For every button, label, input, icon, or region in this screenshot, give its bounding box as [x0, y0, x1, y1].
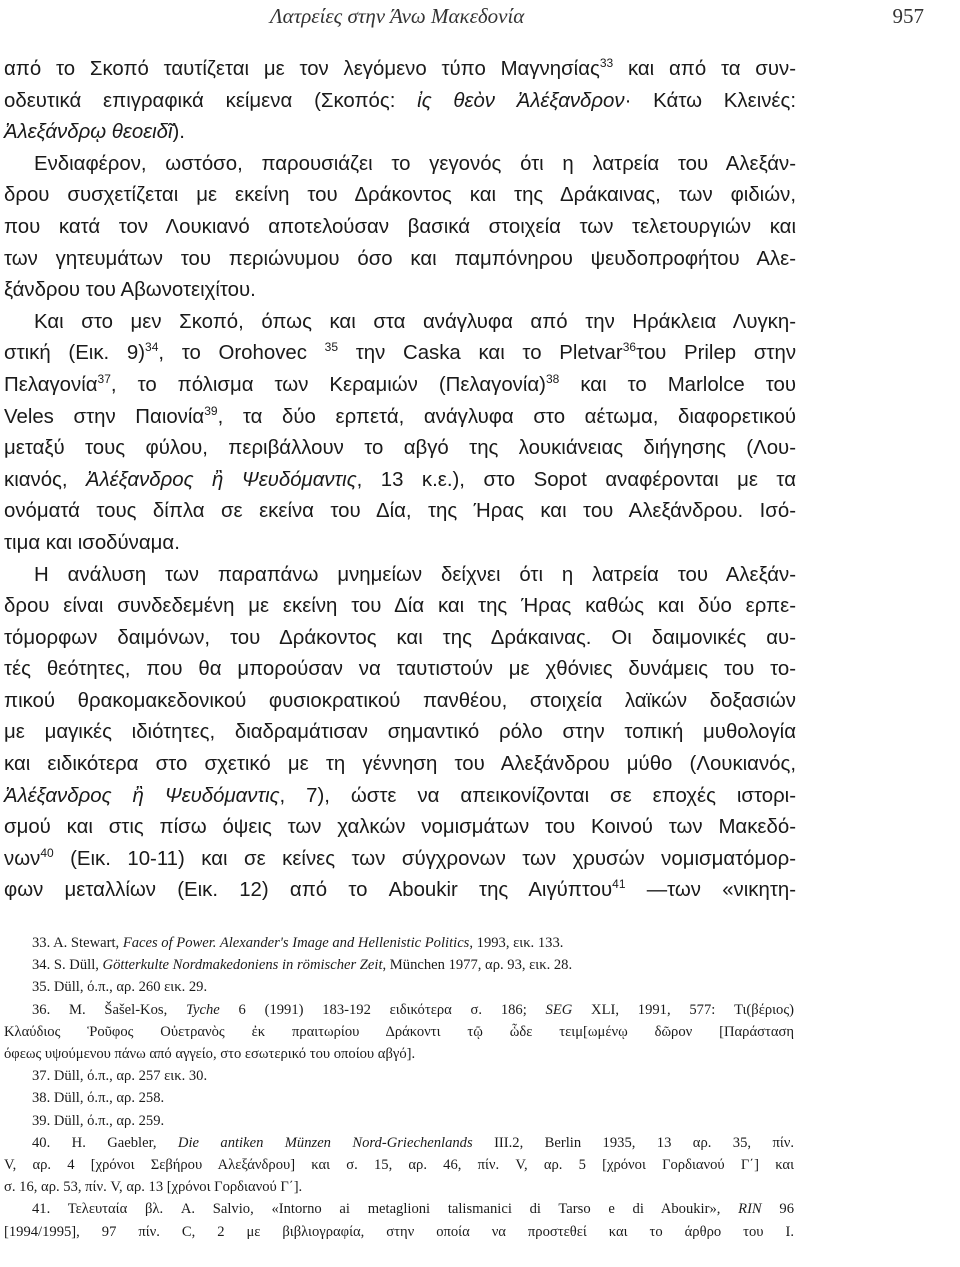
text-line: Ἀλέξανδρος ἢ Ψευδόμαντις, 7), ώστε να απεικονίζονται σε εποχές ιστορι-: [4, 784, 796, 807]
footnote-ref-37: 37: [97, 372, 111, 387]
footnote-41: 41. Τελευταία βλ. A. Salvio, «Intorno ai metaglioni talismanici di Tarso e di Aboukir», RIN 96: [32, 1201, 794, 1218]
text-line: μεταξύ τους φύλου, περιβάλλουν το αβγό της λουκιάνειας διήγησης (Λου-: [4, 437, 796, 460]
text-line: των γητευμάτων του περιώνυμου όσο και παμπόνηρου ψευδοπροφήτου Αλε-: [4, 247, 796, 270]
footnote-ref-40: 40: [40, 846, 54, 861]
text-line: Η ανάλυση των παραπάνω μνημείων δείχνει ότι η λατρεία του Αλεξάν-: [34, 563, 796, 586]
text-line: σμού και στις πίσω όψεις των χαλκών νομισμάτων του Κοινού των Μακεδό-: [4, 816, 796, 839]
text-line: τιμα και ισοδύναμα.: [4, 531, 180, 554]
footnote-37: 37. Düll, ό.π., αρ. 257 εικ. 30.: [32, 1068, 208, 1085]
footnote-ref-35: 35: [324, 340, 338, 355]
footnote-41-cont: [1994/1995], 97 πίν. C, 2 με βιβλιογραφία, στην οποία να προστεθεί και το άρθρο του I.: [4, 1223, 794, 1240]
text-line: δρου συσχετίζεται με εκείνη του Δράκοντος και της Δράκαινας, των φιδιών,: [4, 184, 796, 207]
text-line: ονόματά τους δίπλα σε εκείνα του Δία, της Ήρας και του Αλεξάνδρου. Ισό-: [4, 500, 796, 523]
footnote-40: 40. H. Gaebler, Die antiken Münzen Nord-Griechenlands III.2, Berlin 1935, 13 αρ. 35, πίν.: [32, 1134, 794, 1151]
footnote-ref-41: 41: [612, 877, 626, 892]
footnote-40-cont: σ. 16, αρ. 53, πίν. V, αρ. 13 [χρόνοι Γορδιανού Γ΄].: [4, 1179, 303, 1196]
page-number: 957: [892, 4, 924, 28]
text-line: Ενδιαφέρον, ωστόσο, παρουσιάζει το γεγονός ότι η λατρεία του Αλεξάν-: [34, 152, 796, 175]
paragraph-2: [4, 149, 796, 307]
main-text: [4, 54, 796, 907]
text-line: στική (Εικ. 9)$^{34}$, το Orohovec $^{35}$ την Caska και το Pletvar$^{36}$του Prilep στην: [4, 340, 797, 365]
text-line: τόμορφων δαιμόνων, του Δράκοντος και της Δράκαινας. Οι δαιμονικές αυ-: [4, 626, 796, 649]
text-line: δρου είναι συνδεδεμένη με εκείνη του Δία και της Ήρας καθώς και δύο ερπε-: [4, 595, 796, 618]
text-line: φων μεταλλίων (Εικ. 12) από το Aboukir της Αιγύπτου$^{41}$ —των «νικητη-: [4, 877, 797, 902]
text-line: νων$^{40}$ (Εικ. 10-11) και σε κείνες των σύγχρονων των χρυσών νομισματόμορ-: [4, 846, 796, 870]
paragraph-3: [4, 307, 796, 560]
text-line: Ἀλεξάνδρῳ θεοειδῖ).: [4, 121, 185, 144]
text-line: Veles στην Παιονία$^{39}$, τα δύο ερπετά, ανάγλυφα στο αέτωμα, διαφορετικού: [4, 403, 796, 428]
text-line: πικού θρακομακεδονικού φυσιοκρατικού πανθέου, στοιχεία λαϊκών δοξασιών: [4, 689, 796, 712]
running-title: Λατρείες στην Άνω Μακεδονία: [270, 4, 525, 28]
text-line: με μαγικές ιδιότητες, διαδραμάτισαν σημαντικό ρόλο στην τοπική μυθολογία: [4, 721, 796, 744]
text-line: και ειδικότερα στο σχετικό με τη γέννηση του Αλεξάνδρου μύθο (Λουκιανός,: [4, 753, 796, 776]
text-line: ξάνδρου του Αβωνοτειχίτου.: [4, 279, 256, 302]
text-line: Και στο μεν Σκοπό, όπως και στα ανάγλυφα από την Ηράκλεια Λυγκη-: [34, 310, 796, 333]
text-line: κιανός, Ἀλέξανδρος ἢ Ψευδόμαντις, 13 κ.ε.), στο Sopot αναφέρονται με τα: [4, 468, 796, 491]
footnote-36: 36. M. Šašel-Kos, Tyche 6 (1991) 183-192 ειδικότερα σ. 186; SEG XLI, 1991, 577: Τι(βέριος): [32, 1001, 794, 1018]
footnote-39: 39. Düll, ό.π., αρ. 259.: [32, 1112, 165, 1129]
paragraph-4: [4, 560, 796, 908]
footnote-33: 33. A. Stewart, Faces of Power. Alexander's Image and Hellenistic Politics, 1993, εικ. 133.: [32, 935, 564, 951]
footnote-38: 38. Düll, ό.π., αρ. 258.: [32, 1090, 165, 1107]
text-line: οδευτικά επιγραφικά κείμενα (Σκοπός: ἰς θεὸν Ἀλέξανδρον· Κάτω Κλεινές:: [4, 89, 796, 112]
footnotes: [4, 932, 794, 1243]
footnote-ref-34: 34: [145, 340, 159, 355]
footnote-ref-39: 39: [204, 403, 218, 418]
paragraph-1: [4, 54, 796, 149]
text-line: τές θεότητες, που θα μπορούσαν να ταυτιστούν με χθόνιες δυνάμεις του το-: [4, 658, 796, 681]
text-line: Πελαγονία$^{37}$, το πόλισμα των Κεραμιών $(\Pi\varepsilon\lambda\alpha\gamma o\nu ί\alpha)^{38}$ και το Marlolce του: [4, 372, 796, 396]
footnote-ref-36: 36: [622, 340, 637, 355]
footnote-35: 35. Düll, ό.π., αρ. 260 εικ. 29.: [32, 979, 208, 996]
footnote-36-cont: Κλαύδιος Ῥοῦφος Οὐετρανὸς ἐκ πραιτωρίου Δράκοντι τῷ ὧδε τειμ[ωμένῳ δῶρον [Παράσταση: [4, 1023, 794, 1040]
footnote-ref-33: 33: [599, 56, 614, 71]
footnote-40-cont: V, αρ. 4 [χρόνοι Σεβήρου Αλεξάνδρου] και σ. 15, αρ. 46, πίν. V, αρ. 5 [χρόνοι Γορδιανού Γ΄] και: [4, 1157, 794, 1174]
footnote-34: 34. S. Düll, Götterkulte Nordmakedoniens in römischer Zeit, München 1977, αρ. 93, εικ. 28.: [32, 957, 573, 974]
footnote-36-cont: όφεως υψούμενου πάνω από αγγείο, στο εσωτερικό του οποίου αβγό].: [4, 1046, 416, 1063]
footnote-ref-38: 38: [545, 372, 560, 387]
text-line: από το Σκοπό ταυτίζεται με τον λεγόμενο τύπο Μαγνησίας$^{33}$ και από τα συν-: [4, 56, 796, 80]
text-line: που κατά τον Λουκιανό αποτελούσαν βασικά στοιχεία των τελετουργιών και: [4, 215, 796, 238]
